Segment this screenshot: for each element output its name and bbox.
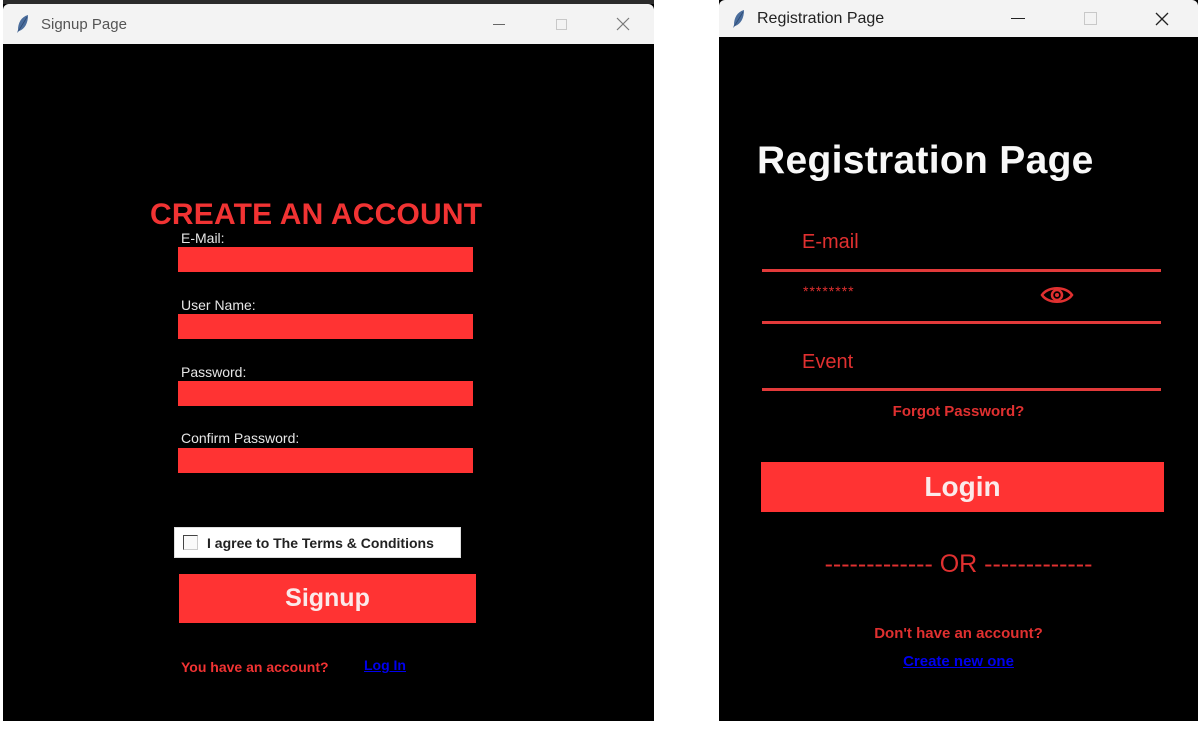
username-input[interactable]: [178, 314, 473, 339]
registration-window: [719, 0, 1198, 721]
minimize-button[interactable]: [468, 4, 530, 44]
window-title: Registration Page: [757, 9, 885, 27]
username-label: User Name:: [181, 297, 256, 313]
email-input[interactable]: [178, 247, 473, 272]
event-input[interactable]: Event: [802, 351, 854, 373]
password-input[interactable]: ********: [803, 283, 855, 299]
window-title: Signup Page: [41, 15, 127, 33]
minimize-button[interactable]: [982, 0, 1054, 37]
registration-titlebar[interactable]: [719, 0, 1198, 37]
have-account-text: You have an account?: [181, 659, 329, 675]
email-label: E-Mail:: [181, 230, 225, 246]
signup-content: [3, 44, 654, 721]
terms-checkbox-row[interactable]: [174, 527, 461, 558]
terms-checkbox[interactable]: [183, 535, 198, 550]
close-button[interactable]: [592, 4, 654, 44]
maximize-icon: [1084, 12, 1097, 25]
signup-button[interactable]: Signup: [179, 574, 476, 623]
email-underline: [762, 269, 1161, 272]
confirm-password-input[interactable]: [178, 448, 473, 473]
close-icon: [616, 17, 630, 31]
email-input[interactable]: E-mail: [802, 231, 859, 253]
close-button[interactable]: [1126, 0, 1198, 37]
maximize-button[interactable]: [530, 4, 592, 44]
registration-content: [719, 37, 1198, 721]
page-heading: CREATE AN ACCOUNT: [150, 198, 483, 231]
minimize-icon: [1011, 18, 1025, 19]
close-icon: [1155, 12, 1169, 26]
event-underline: [762, 388, 1161, 391]
or-divider: ------------- OR -------------: [824, 550, 1093, 578]
terms-label[interactable]: I agree to The Terms & Conditions: [207, 534, 434, 551]
confirm-password-label: Confirm Password:: [181, 430, 300, 446]
create-new-account-link[interactable]: Create new one: [903, 653, 1014, 670]
password-input[interactable]: [178, 381, 473, 406]
feather-icon: [15, 14, 31, 34]
maximize-button[interactable]: [1054, 0, 1126, 37]
maximize-icon: [556, 19, 567, 30]
password-label: Password:: [181, 364, 247, 380]
login-link[interactable]: Log In: [364, 657, 406, 673]
login-button[interactable]: Login: [761, 462, 1164, 512]
minimize-icon: [493, 24, 505, 25]
signup-window: [3, 0, 654, 721]
no-account-text: Don't have an account?: [874, 625, 1043, 642]
password-underline: [762, 321, 1161, 324]
signup-titlebar[interactable]: [3, 4, 654, 44]
feather-icon: [731, 9, 747, 29]
forgot-password-link[interactable]: Forgot Password?: [892, 403, 1025, 420]
page-heading: Registration Page: [757, 139, 1094, 182]
create-account-row: [719, 653, 1198, 671]
eye-icon[interactable]: [1040, 284, 1074, 306]
